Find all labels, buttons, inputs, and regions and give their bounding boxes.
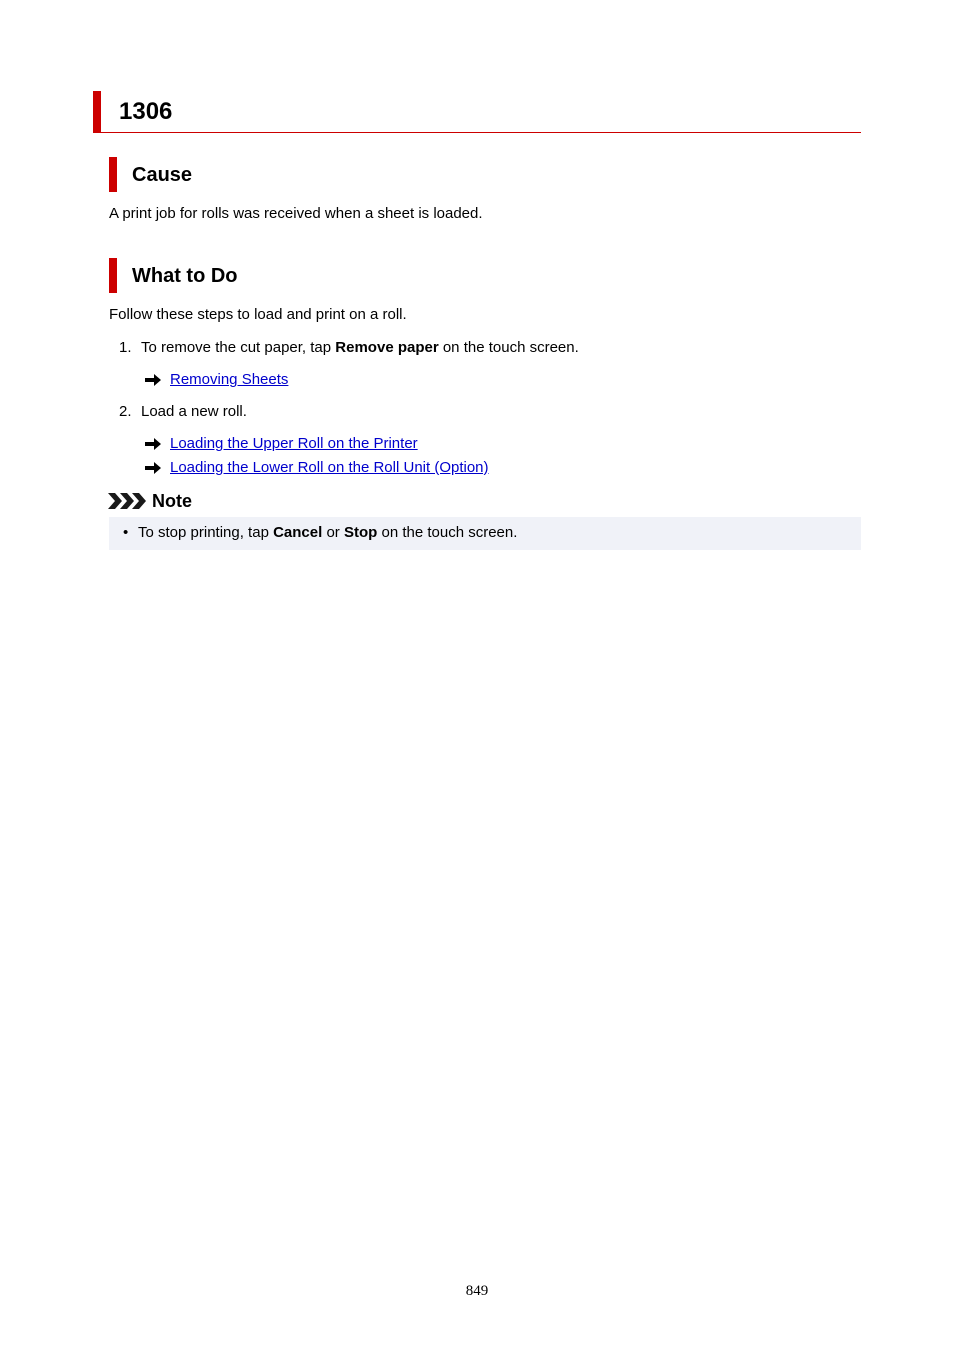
- note-text-mid: or: [322, 524, 344, 541]
- page-number: 849: [465, 1283, 489, 1299]
- title-accent-bar: [93, 91, 101, 133]
- step-1-text: [141, 339, 579, 357]
- note-text-before: To stop printing, tap: [138, 524, 274, 541]
- link-loading-upper-roll[interactable]: Loading the Upper Roll on the Printer: [170, 435, 418, 452]
- page-title-text: 1306: [119, 98, 173, 125]
- note-bold-cancel: Cancel: [273, 524, 323, 541]
- step-1-number: 1.: [119, 339, 132, 356]
- arrow-right-icon: [145, 462, 161, 474]
- step-1-bold: Remove paper: [335, 339, 439, 356]
- cause-accent-bar: [109, 157, 117, 192]
- note-bullet: •: [123, 524, 129, 541]
- what-to-do-heading-text: What to Do: [132, 265, 238, 287]
- what-to-do-intro: Follow these steps to load and print on a roll.: [109, 306, 407, 323]
- cause-heading-text: Cause: [132, 164, 193, 186]
- note-bold-stop: Stop: [343, 524, 378, 541]
- note-box: [109, 517, 861, 550]
- cause-text: A print job for rolls was received when a sheet is loaded.: [109, 205, 483, 222]
- link-loading-lower-roll[interactable]: Loading the Lower Roll on the Roll Unit (Option): [170, 459, 489, 476]
- step-2-text: Load a new roll.: [141, 403, 247, 420]
- note-chevrons-icon: [108, 493, 148, 509]
- note-heading: Note: [152, 491, 192, 511]
- note-text: [138, 524, 517, 542]
- page-title: [93, 91, 861, 133]
- arrow-right-icon: [145, 374, 161, 386]
- note-text-after: on the touch screen.: [377, 524, 518, 541]
- step-1-text-after: on the touch screen.: [438, 339, 579, 356]
- arrow-right-icon: [145, 438, 161, 450]
- link-removing-sheets[interactable]: Removing Sheets: [170, 371, 289, 388]
- what-to-do-accent-bar: [109, 258, 117, 293]
- step-2-number: 2.: [119, 403, 132, 420]
- step-1-text-before: To remove the cut paper, tap: [141, 339, 336, 356]
